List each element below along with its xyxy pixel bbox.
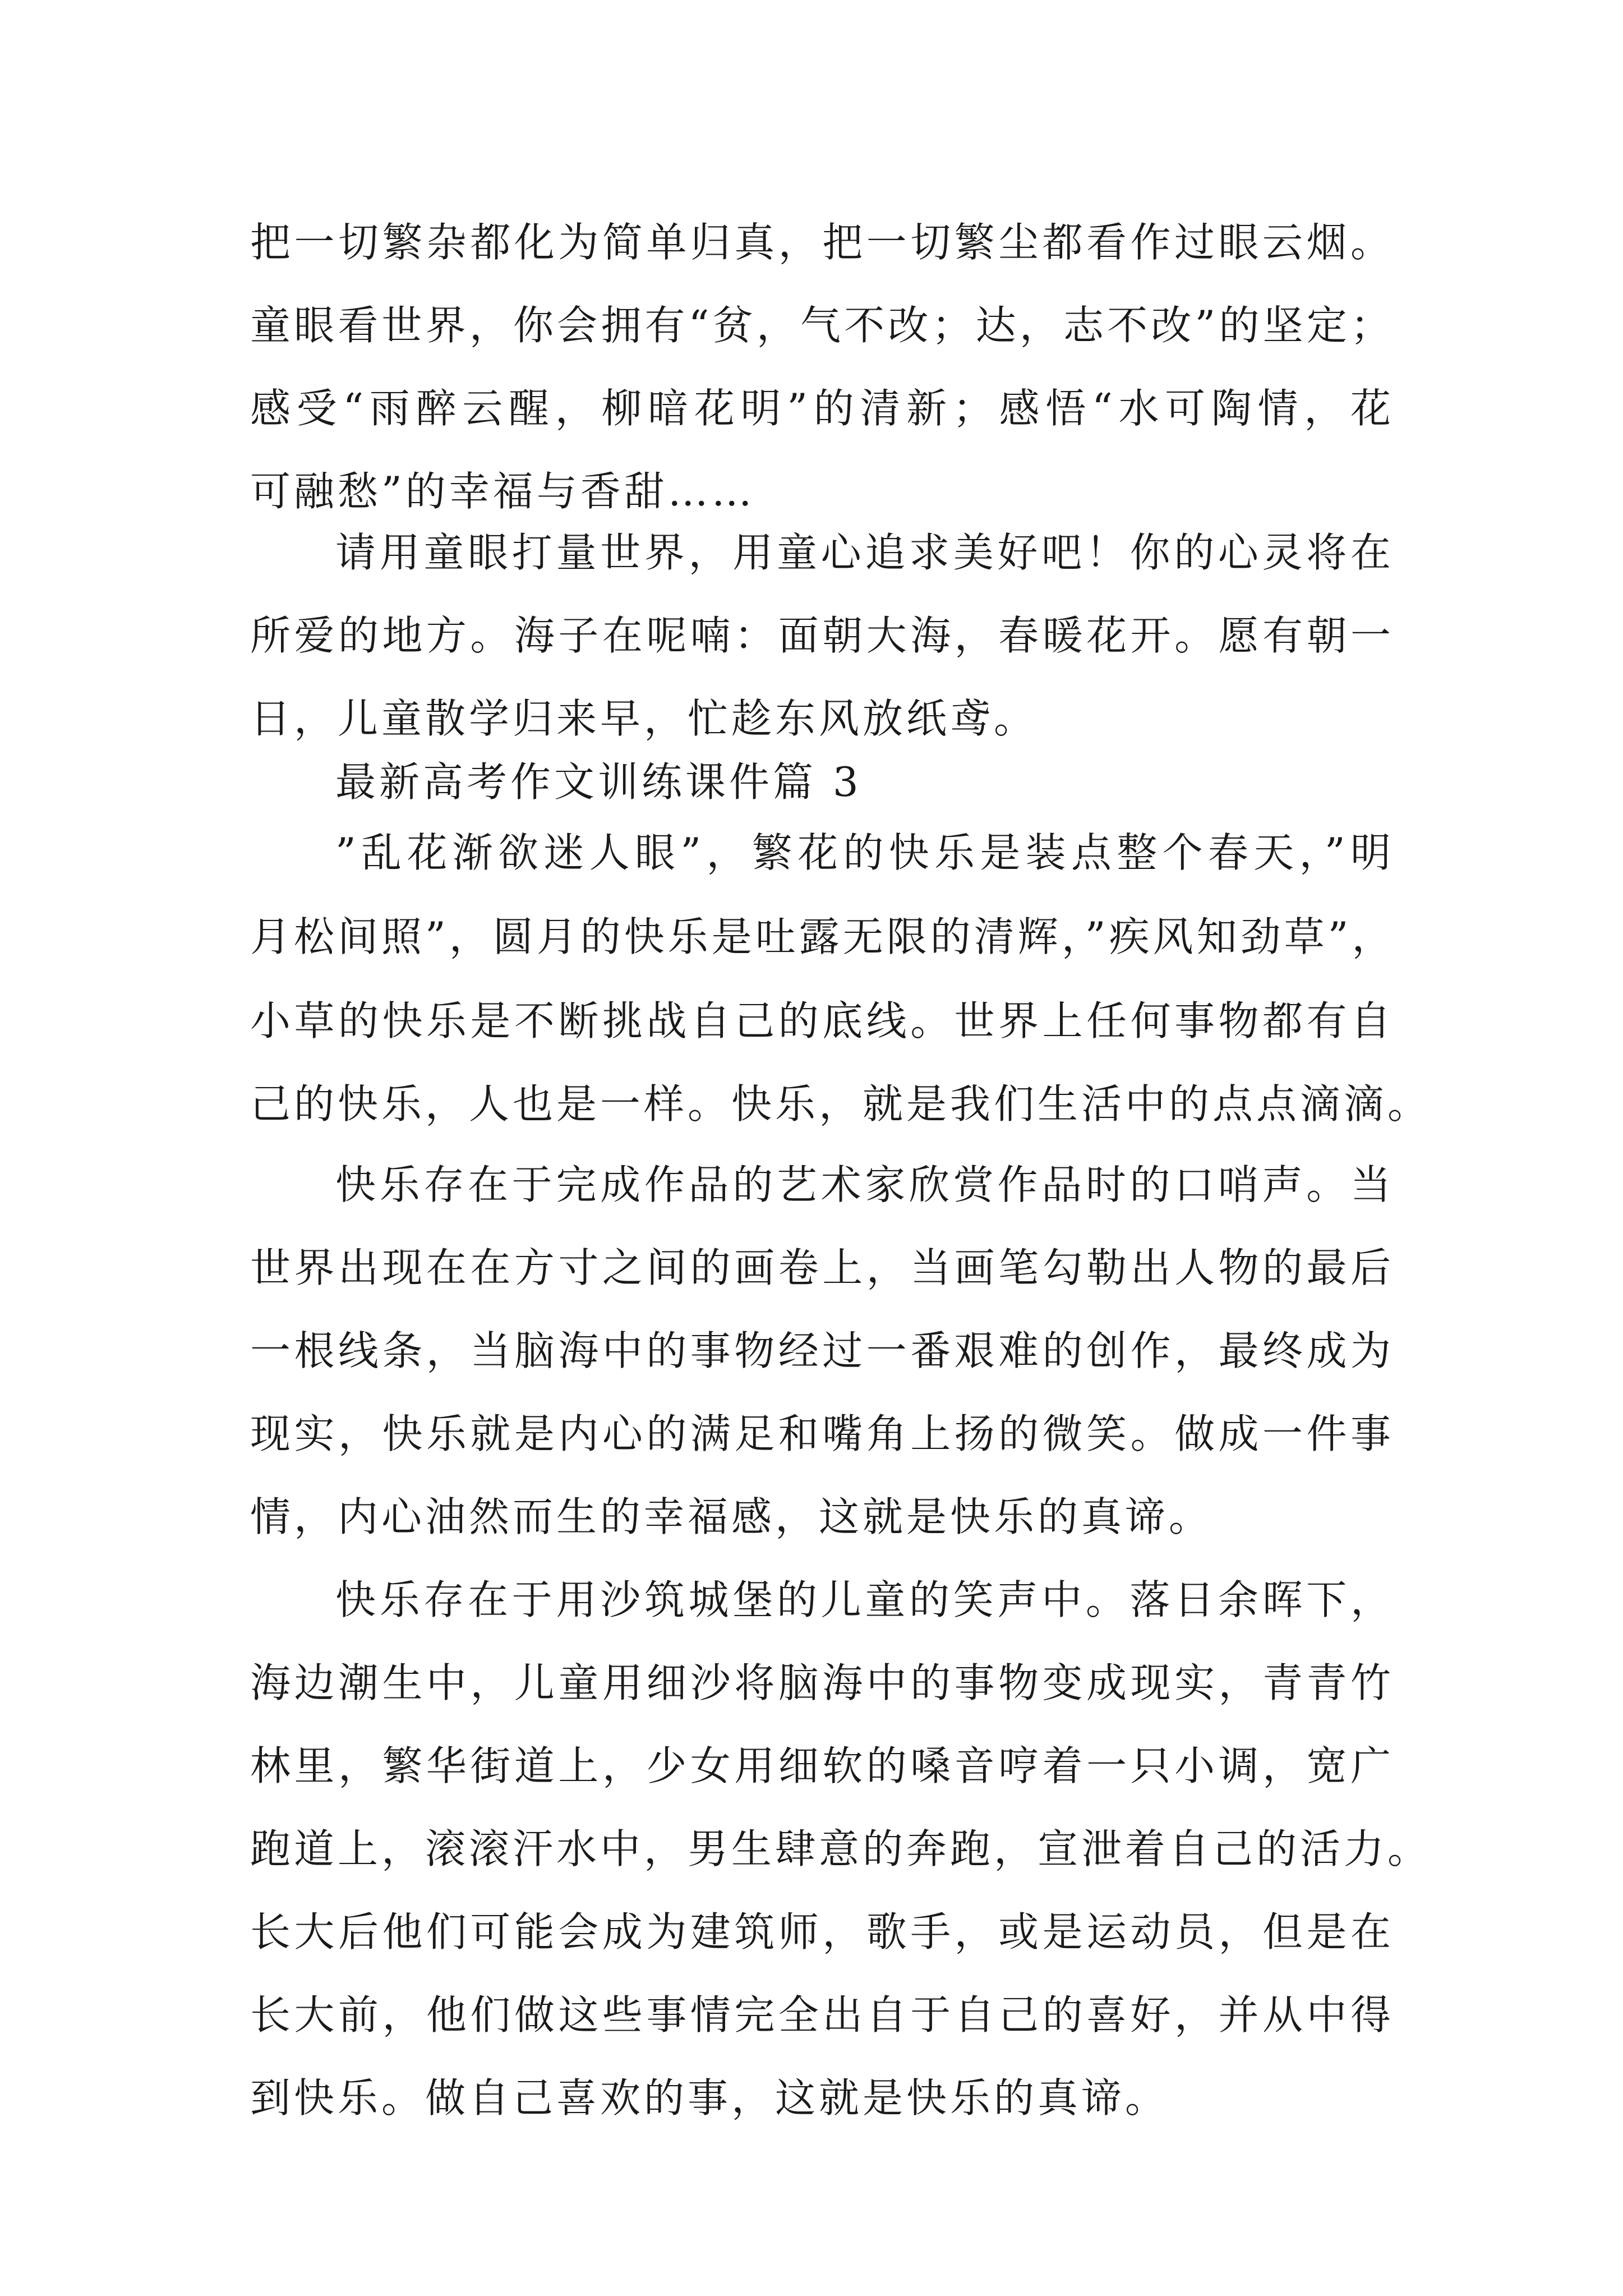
text-line: 林里，繁华街道上，少女用细软的嗓音哼着一只小调，宽广	[250, 1742, 1394, 1789]
text-line: 感受“雨醉云醒，柳暗花明”的清新；感悟“水可陶情，花	[250, 385, 1394, 432]
text-line: 现实，快乐就是内心的满足和嘴角上扬的微笑。做成一件事	[250, 1410, 1394, 1457]
text-line: 长大前，他们做这些事情完全出自于自己的喜好，并从中得	[250, 1991, 1394, 2039]
text-line: 世界出现在在方寸之间的画卷上，当画笔勾勒出人物的最后	[250, 1244, 1394, 1291]
text-line: 请用童眼打量世界，用童心追求美好吧！你的心灵将在	[335, 529, 1394, 576]
text-line: 跑道上，滚滚汗水中，男生肆意的奔跑，宣泄着自己的活力。	[250, 1825, 1432, 1872]
text-line: 小草的快乐是不断挑战自己的底线。世界上任何事物都有自	[250, 997, 1394, 1045]
text-line: 快乐存在于用沙筑城堡的儿童的笑声中。落日余晖下，	[335, 1576, 1394, 1623]
text-line: 海边潮生中，儿童用细沙将脑海中的事物变成现实，青青竹	[250, 1659, 1394, 1706]
text-line: 童眼看世界，你会拥有“贫，气不改；达，志不改”的坚定；	[250, 302, 1394, 349]
text-line: 所爱的地方。海子在呢喃：面朝大海，春暖花开。愿有朝一	[250, 612, 1394, 659]
text-line: 一根线条，当脑海中的事物经过一番艰难的创作，最终成为	[250, 1327, 1394, 1374]
section-heading: 最新高考作文训练课件篇 3	[335, 758, 862, 806]
text-line: 情，内心油然而生的幸福感，这就是快乐的真谛。	[250, 1493, 1213, 1540]
text-line: 到快乐。做自己喜欢的事，这就是快乐的真谛。	[250, 2074, 1169, 2122]
text-line: 日，儿童散学归来早，忙趁东风放纸鸢。	[250, 695, 1038, 742]
text-line: 快乐存在于完成作品的艺术家欣赏作品时的口哨声。当	[335, 1161, 1394, 1208]
text-line: 月松间照”，圆月的快乐是吐露无限的清辉，”疾风知劲草”，	[250, 913, 1396, 960]
text-line: 可融愁”的幸福与香甜……	[250, 468, 755, 515]
text-line: 己的快乐，人也是一样。快乐，就是我们生活中的点点滴滴。	[250, 1080, 1432, 1128]
text-line: 把一切繁杂都化为简单归真，把一切繁尘都看作过眼云烟。	[250, 219, 1394, 266]
text-line: ”乱花渐欲迷人眼”，繁花的快乐是装点整个春天，”明	[335, 829, 1394, 876]
text-line: 长大后他们可能会成为建筑师，歌手，或是运动员，但是在	[250, 1908, 1394, 1955]
